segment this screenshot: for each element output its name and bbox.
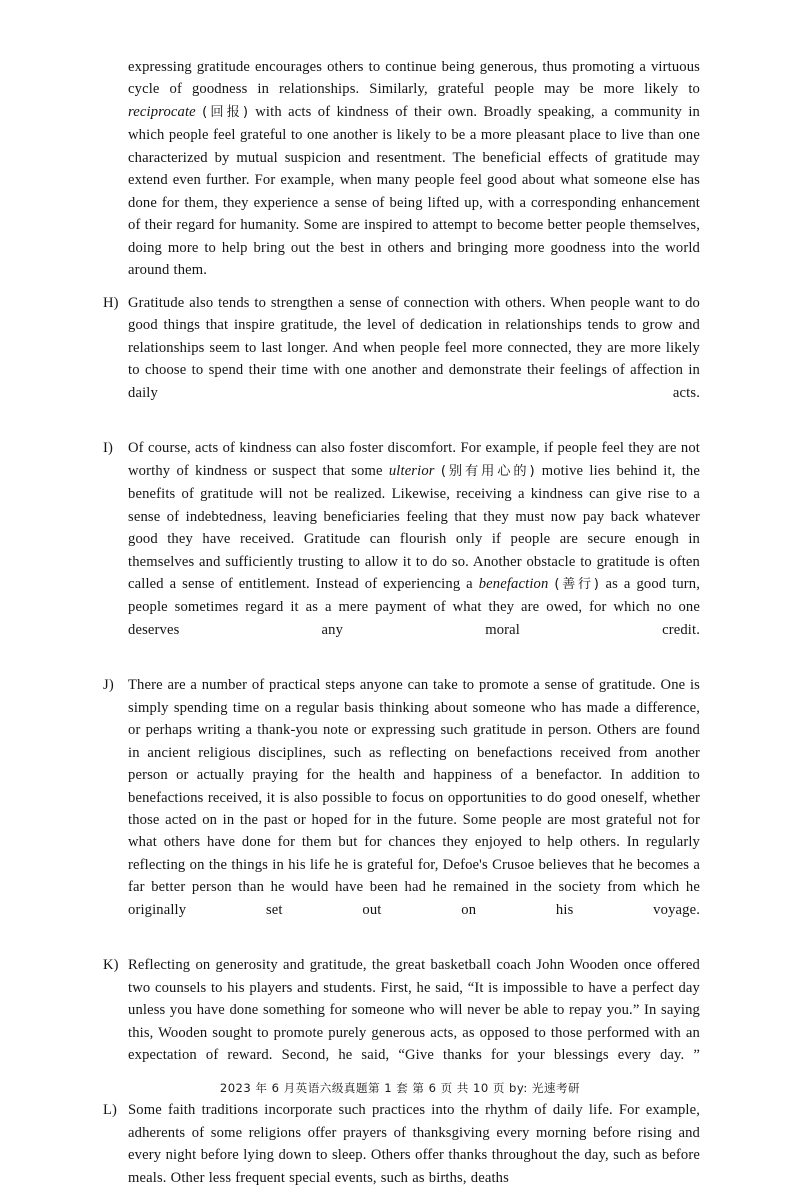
paragraph-text-h: Gratitude also tends to strengthen a sense of connection with others. When people want to do good things that inspire gratitude, the level of dedication in relationships tends to grow and relationships seem to last longer. And when people feel more connected, they are more likely to choose to spend their time with one another and demonstrate their feelings of affection in daily acts.	[128, 295, 700, 401]
paragraph-i-part-2: motive lies behind it, the benefits of gratitude will not be realized. Likewise, receiving a kindness can give rise to a sense of indebtedness, leaving beneficiaries feeling that they must now pay back whatever good they have received. Gratitude can flourish only if people are secure enough in themselves and sufficiently trusting to allow it to do so. Another obstacle to gratitude is often called a sense of entitlement. Instead of experiencing a	[128, 462, 700, 592]
paragraph-label-i: I)	[103, 440, 114, 457]
paragraph-h	[103, 292, 700, 427]
chinese-gloss-benefaction: (善行)	[554, 576, 600, 592]
italic-term-benefaction: benefaction	[478, 575, 549, 592]
paragraph-text-l: Some faith traditions incorporate such practices into the rhythm of daily life. For example, adherents of some religions offer prayers of thanksgiving every morning before rising and every night before lying down to sleep. Others offer thanks throughout the day, such as before meals. Other less frequent special events, such as births, deaths	[128, 1102, 700, 1186]
paragraph-text-i	[128, 437, 700, 664]
chinese-gloss-reciprocate: (回报)	[202, 104, 249, 120]
paragraph-continuation	[103, 56, 700, 282]
footer-text: 2023 年 6 月英语六级真题第 1 套 第 6 页 共 10 页 by: 光速考研	[219, 1081, 581, 1095]
paragraph-k	[103, 954, 700, 1089]
paragraph-j	[103, 674, 700, 943]
paragraph-i	[103, 437, 700, 664]
paragraph-text-part-2: with acts of kindness of their own. Broadly speaking, a community in which people feel grateful to one another is likely to be a more pleasant place to live than one characterized by mutual suspicion and resentment. The beneficial effects of gratitude may extend even further. For example, when many people feel good about what someone else has done for them, they experience a sense of being lifted up, with a corresponding enhancement of their regard for humanity. Some are inspired to attempt to become better people themselves, doing more to help bring out the best in others and bringing more goodness into the world around them.	[128, 103, 700, 279]
paragraph-i-part-3: as a good turn, people sometimes regard it as a mere payment of what they are owed, for which no one deserves any moral credit.	[128, 575, 701, 638]
paragraph-label-h: H)	[103, 295, 119, 312]
paragraph-i-part-1: Of course, acts of kindness can also foster discomfort. For example, if people feel they are not worthy of kindness or suspect that some	[128, 440, 700, 479]
italic-term-ulterior: ulterior	[388, 462, 435, 479]
page-footer	[0, 1081, 800, 1096]
paragraph-text-part-1: expressing gratitude encourages others to continue being generous, thus promoting a virtuous cycle of goodness in relationships. Similarly, grateful people may be more likely to	[128, 59, 700, 98]
paragraph-label-l: L)	[103, 1102, 118, 1119]
paragraph-text-j: There are a number of practical steps anyone can take to promote a sense of gratitude. One is simply spending time on a regular basis thinking about someone who has made a difference, or perhaps writing a thank-you note or expressing such gratitude in person. Others are found in ancient religious disciplines, such as reflecting on benefactions received from another person or actually praying for the health and happiness of a benefactor. In addition to benefactions received, it is also possible to focus on opportunities to do good oneself, whether those acted on in the past or hoped for in the future. Some people are most grateful not for what others have done for them but for chances they enjoyed to help others. In regularly reflecting on the things in his life he is grateful for, Defoe's Crusoe believes that he becomes a far better person than he would have been had he remained in the society from which he originally set out on his voyage.	[128, 677, 700, 918]
paragraph-text-k: Reflecting on generosity and gratitude, the great basketball coach John Wooden once offered two counsels to his players and students. First, he said, “It is impossible to have a perfect day unless you have done something for someone who will never be able to repay you.” In saying this, Wooden sought to promote purely generous acts, as opposed to those performed with an expectation of reward. Second, he said, “Give thanks for your blessings every day. ”	[128, 957, 700, 1064]
chinese-gloss-ulterior: (别有用心的)	[440, 463, 536, 479]
paragraph-label-j: J)	[103, 677, 114, 694]
paragraph-label-k: K)	[103, 957, 119, 974]
italic-term-reciprocate: reciprocate	[128, 103, 196, 120]
paragraph-text	[128, 56, 700, 282]
article-body	[103, 56, 700, 1200]
paragraph-l	[103, 1099, 700, 1189]
